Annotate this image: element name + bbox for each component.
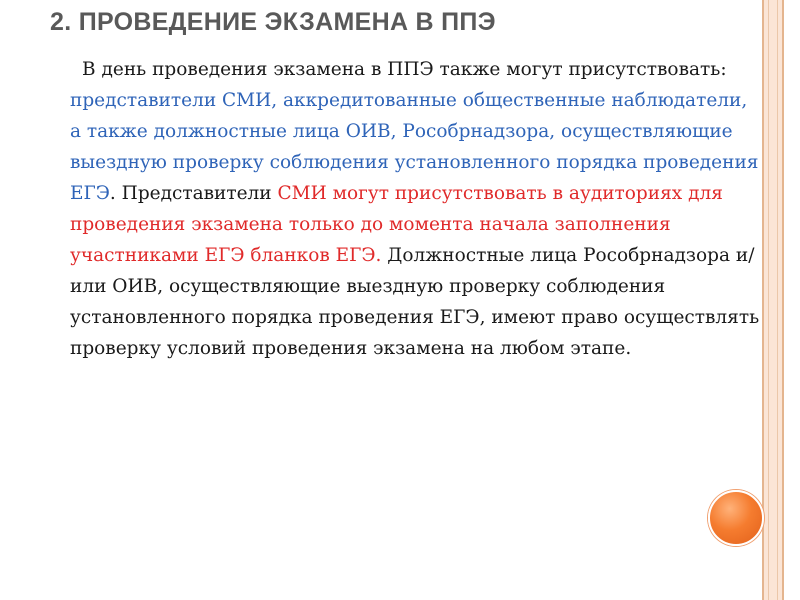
- orange-circle-decoration: [708, 490, 764, 546]
- slide-title: 2. ПРОВЕДЕНИЕ ЭКЗАМЕНА В ППЭ: [50, 8, 496, 36]
- slide-body-paragraph: [70, 54, 760, 364]
- text-media-restriction-highlight: СМИ могут присутствовать в аудиториях для проведения экзамена только до момента начала заполнения участниками ЕГЭ бланков ЕГЭ.: [70, 183, 723, 266]
- decorative-side-border-inner: [768, 0, 778, 600]
- text-intro: В день проведения экзамена в ППЭ также могут присутствовать:: [82, 59, 727, 80]
- text-officials-rights: Должностные лица Рособрнадзора и/ или ОИВ, осуществляющие выездную проверку соблюдения установленного порядка проведения ЕГЭ, имеют право осуществлять проверку условий проведения экзамена на любом этапе.: [70, 245, 760, 359]
- text-media-intro: . Представители: [109, 183, 278, 204]
- decorative-side-border: [762, 0, 784, 600]
- text-attendees-highlight: представители СМИ, аккредитованные общественные наблюдатели, а также должностные лица ОИВ, Рособрнадзора, осуществляющие выездную проверку соблюдения установленного порядка проведения ЕГЭ: [70, 90, 759, 204]
